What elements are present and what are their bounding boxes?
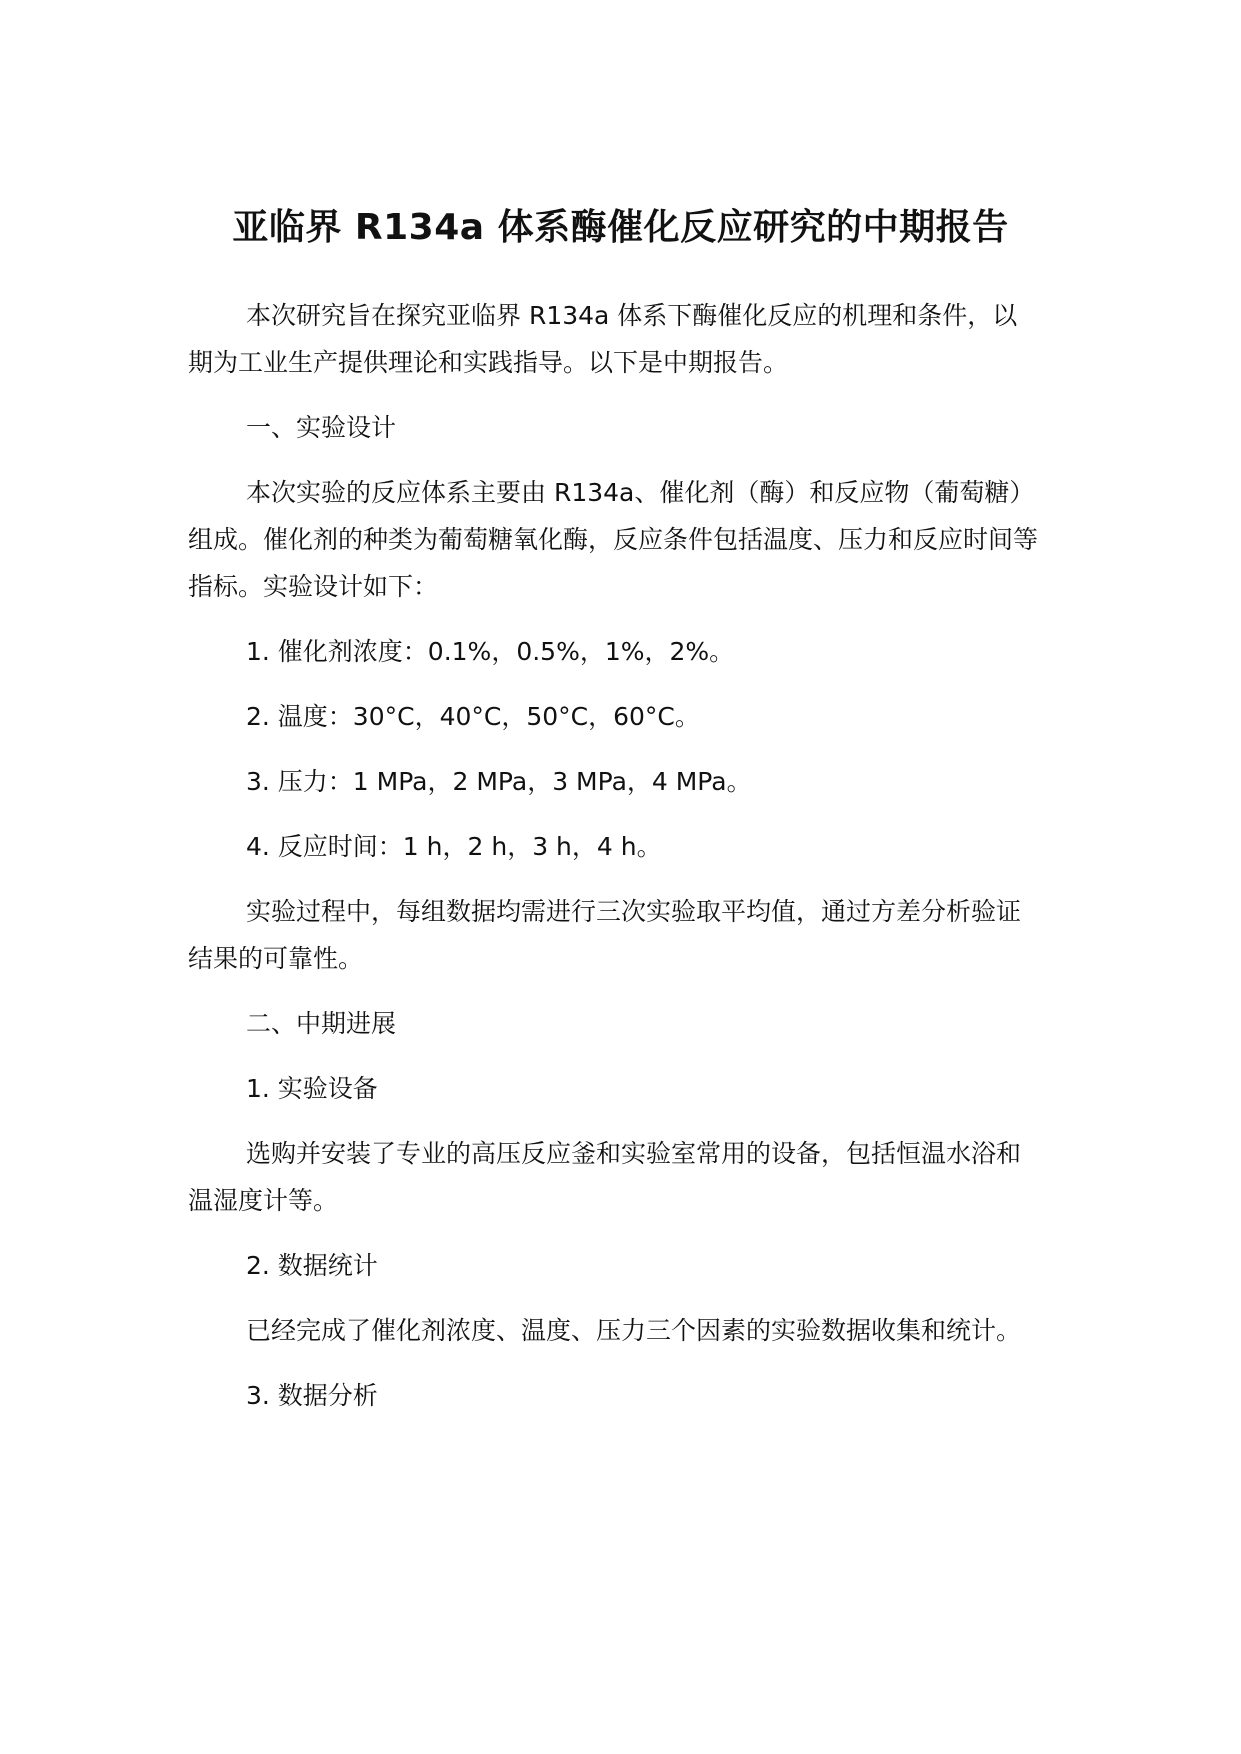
- document-title: 亚临界 R134a 体系酶催化反应研究的中期报告: [232, 207, 1009, 249]
- section-heading-experiment-design: 一、实验设计: [246, 413, 397, 442]
- data-statistics-paragraph: 已经完成了催化剂浓度、温度、压力三个因素的实验数据收集和统计。: [246, 1316, 1022, 1345]
- equipment-paragraph: 选购并安装了专业的高压反应釜和实验室常用的设备，包括恒温水浴和温湿度计等。: [188, 1139, 1022, 1215]
- experiment-design-paragraph: 本次实验的反应体系主要由 R134a、催化剂（酶）和反应物（葡萄糖）组成。催化剂的种类为葡萄糖氧化酶，反应条件包括温度、压力和反应时间等指标。实验设计如下：: [188, 478, 1039, 601]
- design-item-pressure: 3. 压力：1 MPa，2 MPa，3 MPa，4 MPa。: [246, 767, 752, 796]
- section-heading-midterm-progress: 二、中期进展: [246, 1009, 397, 1038]
- document-body: [188, 292, 1038, 1437]
- intro-paragraph: 本次研究旨在探究亚临界 R134a 体系下酶催化反应的机理和条件，以期为工业生产提供理论和实践指导。以下是中期报告。: [188, 301, 1018, 377]
- subheading-data-analysis: 3. 数据分析: [246, 1381, 378, 1410]
- experiment-process-paragraph: 实验过程中，每组数据均需进行三次实验取平均值，通过方差分析验证结果的可靠性。: [188, 897, 1022, 973]
- subheading-equipment: 1. 实验设备: [246, 1074, 378, 1103]
- design-item-temperature: 2. 温度：30°C，40°C，50°C，60°C。: [246, 702, 700, 731]
- design-item-reaction-time: 4. 反应时间：1 h，2 h，3 h，4 h。: [246, 832, 662, 861]
- subheading-data-statistics: 2. 数据统计: [246, 1251, 378, 1280]
- design-item-catalyst-concentration: 1. 催化剂浓度：0.1%，0.5%，1%，2%。: [246, 637, 735, 666]
